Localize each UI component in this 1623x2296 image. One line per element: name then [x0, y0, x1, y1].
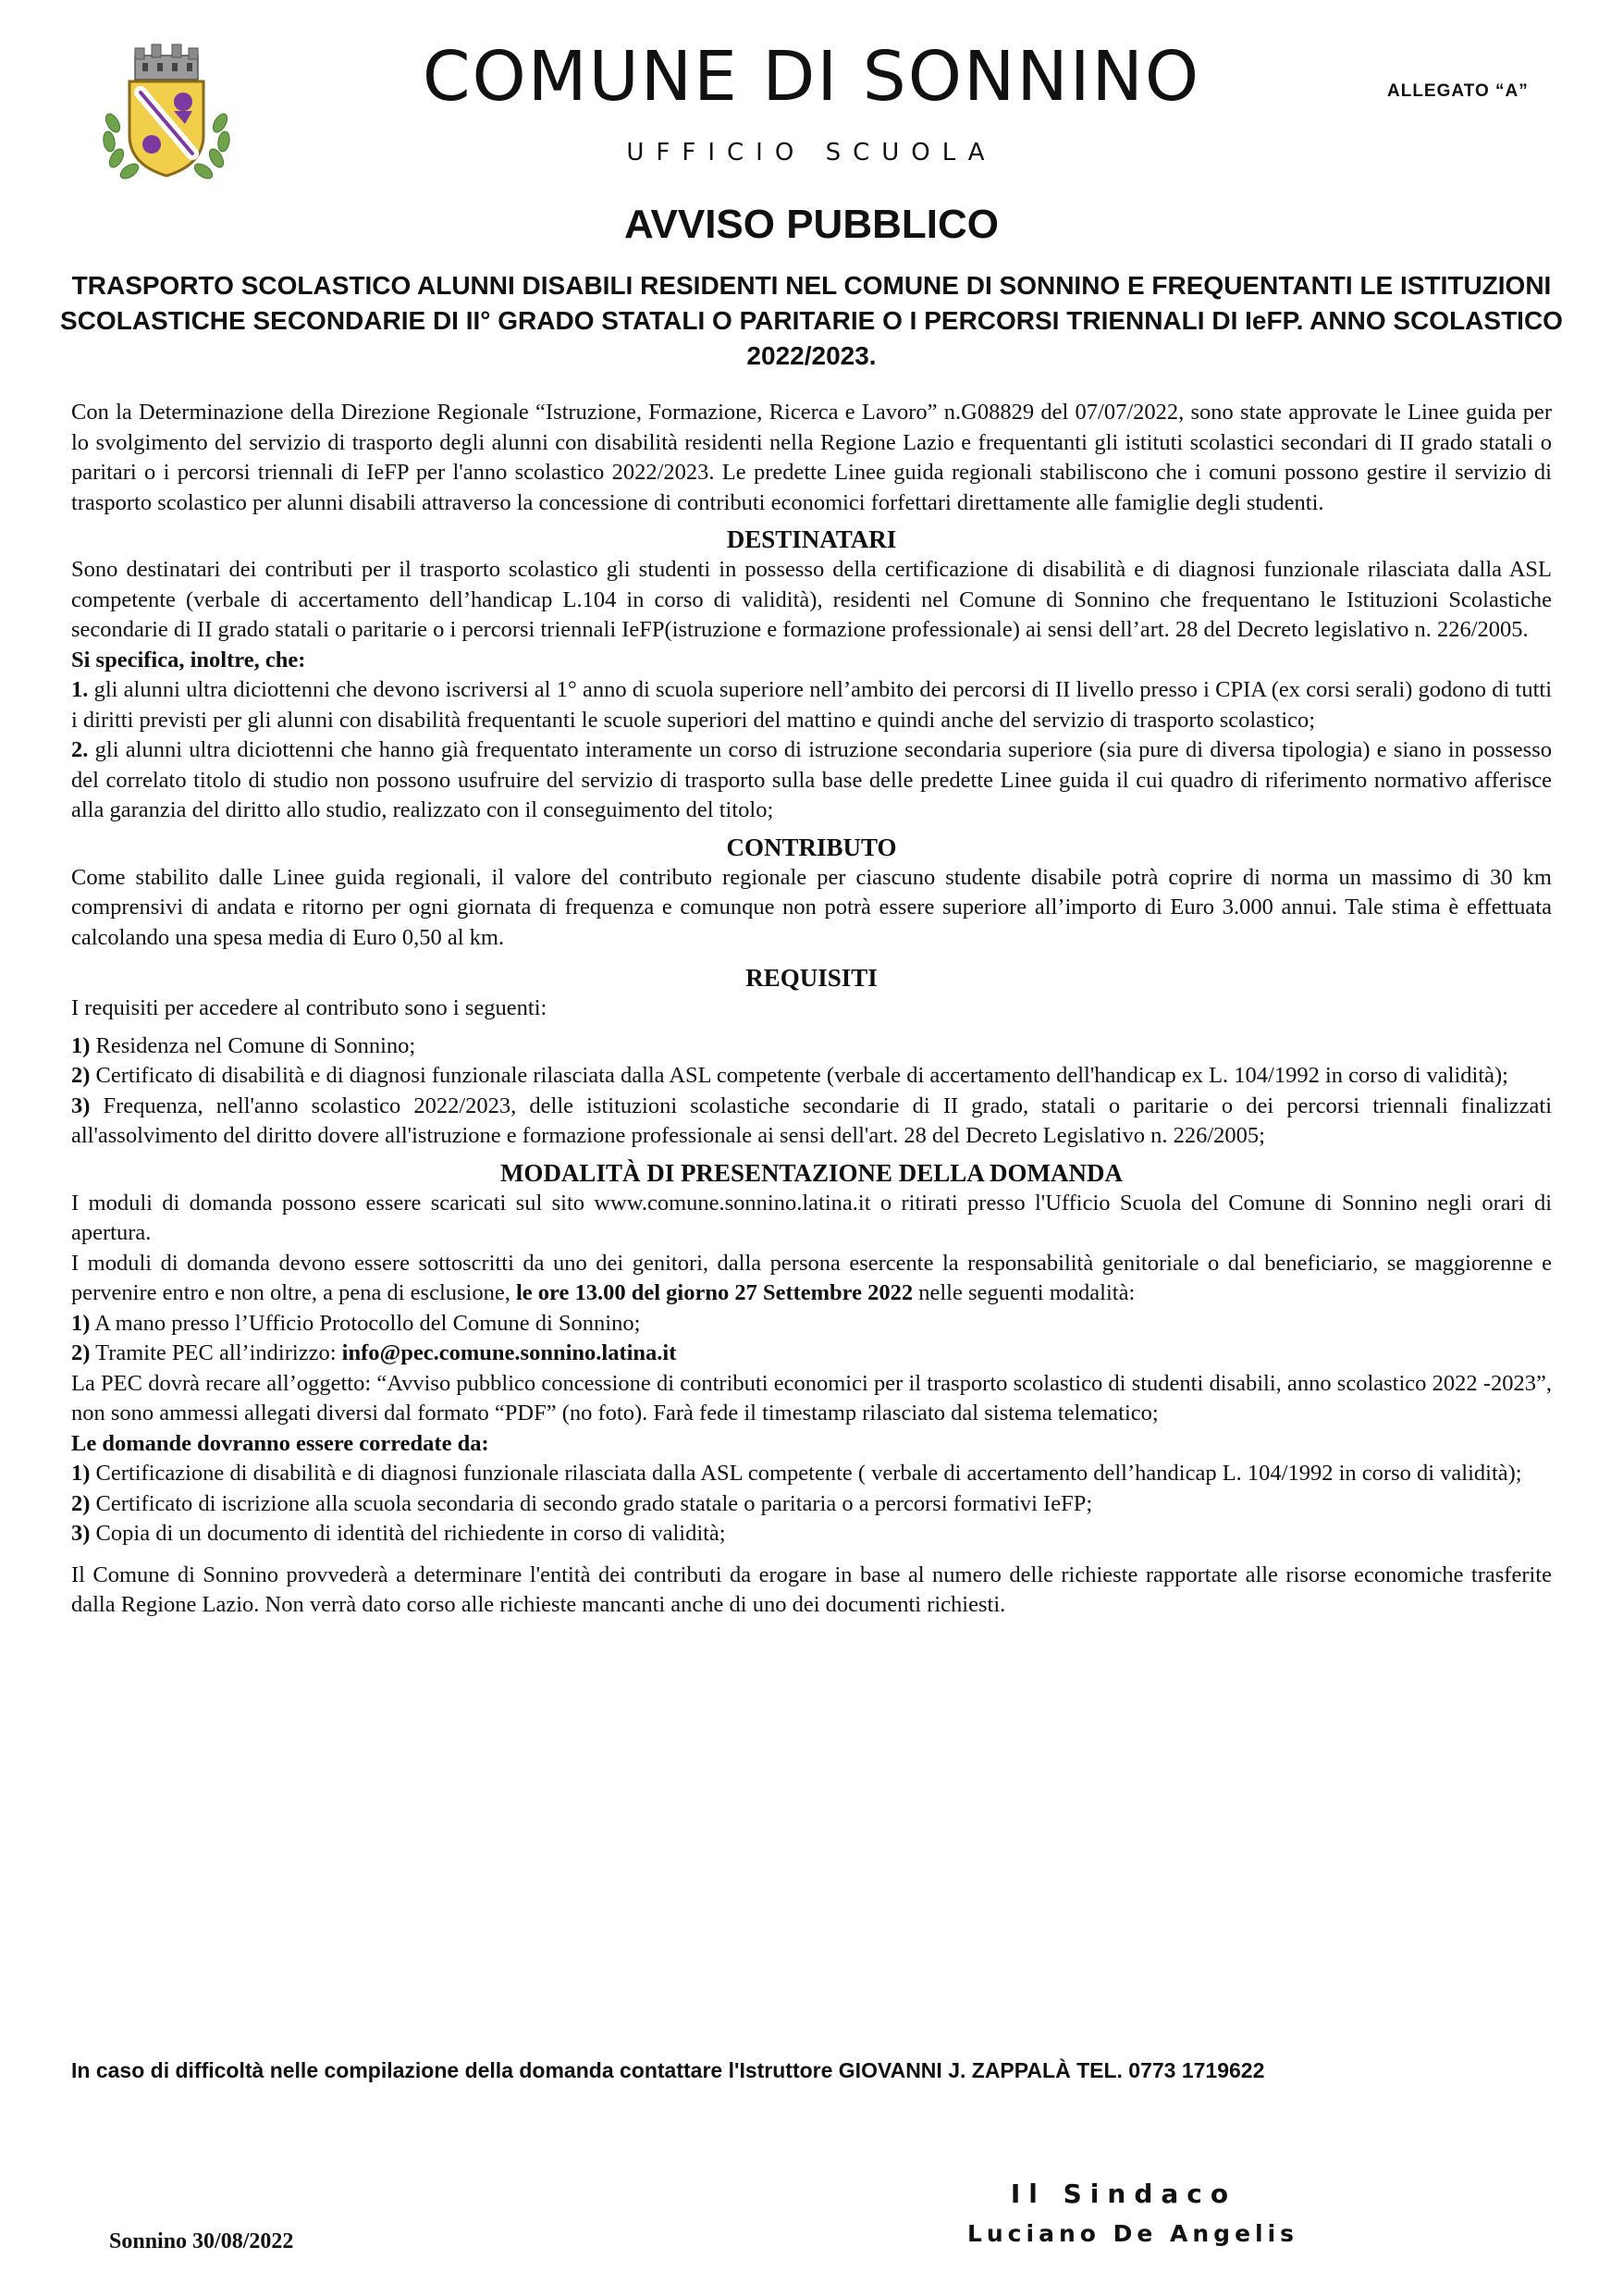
- requisiti-intro: I requisiti per accedere al contributo sono i seguenti:: [71, 995, 547, 1020]
- way-item-2: [71, 1339, 1552, 1369]
- item-text: Copia di un documento di identità del richiedente in corso di validità;: [90, 1521, 726, 1546]
- item-number: 1): [71, 1310, 91, 1336]
- item-text: gli alunni ultra diciottenni che devono iscriversi al 1° anno di scuola superiore nell’ambito dei percorsi di II livello presso i CPIA (ex corsi serali) godono di tutti i diritti previsti per gli alunni con disabilità frequentanti le scuole superiori del mattino e quindi anche del servizio di trasporto scolastico;: [71, 677, 1552, 733]
- item-number: 1): [71, 1461, 91, 1486]
- item-number: 2.: [71, 737, 89, 762]
- allegato-label: ALLEGATO “A”: [1387, 81, 1529, 101]
- requisito-item-3: [71, 1092, 1552, 1152]
- item-number: 3): [71, 1092, 91, 1118]
- item-text: Certificato di iscrizione alla scuola secondaria di secondo grado statale o paritaria o a percorsi formativi IeFP;: [90, 1490, 1093, 1516]
- destinatari-item-1: [71, 675, 1552, 735]
- pec-paragraph: La PEC dovrà recare all’oggetto: “Avviso pubblico concessione di contributi economici per il trasporto scolastico di studenti disabili, anno scolastico 2022 -2023”, non sono ammessi allegati diversi dal formato “PDF” (no foto). Farà fede il timestamp rilasciato dal sistema telematico;: [71, 1370, 1552, 1426]
- item-text: Residenza nel Comune di Sonnino;: [90, 1032, 416, 1058]
- section-heading-contributo: CONTRIBUTO: [726, 833, 897, 861]
- closing-paragraph: Il Comune di Sonnino provvederà a determinare l'entità dei contributi da erogare in base al numero delle richieste rapportate alle risorse economiche trasferite dalla Regione Lazio. Non verrà dato corso alle richieste mancanti anche di uno dei documenti richiesti.: [71, 1562, 1552, 1617]
- signatory-name: Luciano De Angelis: [966, 2220, 1299, 2247]
- notice-title: AVVISO PUBBLICO: [623, 202, 999, 247]
- contact-line: In caso di difficoltà nelle compilazione della domanda contattare l'Istruttore GIOVANNI J. ZAPPALÀ TEL. 0773 1719622: [71, 2058, 1265, 2082]
- requisito-item-1: [71, 1031, 1552, 1062]
- item-number: 2): [71, 1340, 91, 1365]
- item-number: 1.: [71, 677, 89, 702]
- item-number: 1): [71, 1032, 91, 1058]
- notice-body: [71, 398, 1552, 1621]
- item-text: Frequenza, nell'anno scolastico 2022/2023, delle istituzioni scolastiche secondarie di II grado, statali o paritarie o dei percorsi triennali finalizzati all'assolvimento del diritto dovere all'istruzione e formazione professionale ai sensi dell'art. 28 del Decreto Legislativo n. 226/2005;: [71, 1092, 1552, 1148]
- destinatari-paragraph: Sono destinatari dei contributi per il trasporto scolastico gli studenti in possesso della certificazione di disabilità e di diagnosi funzionale rilasciata dalla ASL competente (verbale di accertamento dell’handicap L.104 in corso di validità), residenti nel Comune di Sonnino che frequentano le Istituzioni Scolastiche secondarie di II grado statali o paritarie o i percorsi triennali IeFP(istruzione e formazione professionale) ai sensi dell’art. 28 del Decreto legislativo n. 226/2005.: [71, 557, 1552, 642]
- doc-item-2: [71, 1489, 1552, 1520]
- item-text: A mano presso l’Ufficio Protocollo del Comune di Sonnino;: [90, 1310, 641, 1336]
- pec-address: info@pec.comune.sonnino.latina.it: [341, 1340, 677, 1365]
- office-name: UFFICIO SCUOLA: [626, 139, 997, 167]
- item-number: 3): [71, 1521, 91, 1546]
- section-heading-requisiti: REQUISITI: [745, 964, 878, 992]
- item-text: Certificazione di disabilità e di diagnosi funzionale rilasciata dalla ASL competente ( verbale di accertamento dell’handicap L. 104/1992 in corso di validità);: [90, 1461, 1522, 1486]
- way-item-1: [71, 1309, 1552, 1339]
- modalita-text: I moduli di domanda devono essere sottoscritti da uno dei genitori, dalla persona esercente la responsabilità genitoriale o dal beneficiario, se maggiorenne e pervenire entro e non oltre, a pena di esclusione,: [71, 1250, 1552, 1305]
- requisito-item-2: [71, 1061, 1552, 1092]
- signatory-title: Il Sindaco: [1010, 2179, 1237, 2209]
- item-number: 2): [71, 1490, 91, 1516]
- doc-item-1: [71, 1459, 1552, 1489]
- doc-item-3: [71, 1519, 1552, 1549]
- item-text: Certificato di disabilità e di diagnosi funzionale rilasciata dalla ASL competente (verbale di accertamento dell'handicap ex L. 104/1992 in corso di validità);: [90, 1063, 1508, 1088]
- corredate-heading: Le domande dovranno essere corredate da:: [71, 1430, 489, 1456]
- page-title: COMUNE DI SONNINO: [422, 37, 1201, 117]
- modalita-paragraph-2: [71, 1249, 1552, 1309]
- modalita-text-tail: nelle seguenti modalità:: [913, 1280, 1136, 1305]
- modalita-paragraph-1: I moduli di domanda possono essere scaricati sul sito www.comune.sonnino.latina.it o ritirati presso l'Ufficio Scuola del Comune di Sonnino negli orari di apertura.: [71, 1190, 1552, 1245]
- section-heading-modalita: MODALITÀ DI PRESENTAZIONE DELLA DOMANDA: [499, 1158, 1124, 1187]
- intro-paragraph: Con la Determinazione della Direzione Regionale “Istruzione, Formazione, Ricerca e Lavoro” n.G08829 del 07/07/2022, sono state approvate le Linee guida per lo svolgimento del servizio di trasporto degli alunni con disabilità residenti nella Regione Lazio e frequentanti gli istituti scolastici secondari di II grado statali o paritari o i percorsi triennali di IeFP per l'anno scolastico 2022/2023. Le predette Linee guida regionali stabiliscono che i comuni possono gestire il servizio di trasporto scolastico per alunni disabili attraverso la concessione di contributi economici forfettari direttamente alle famiglie degli studenti.: [71, 400, 1552, 515]
- section-heading-destinatari: DESTINATARI: [726, 525, 897, 553]
- item-text: Tramite PEC all’indirizzo:: [90, 1340, 342, 1365]
- specifica-heading: Si specifica, inoltre, che:: [71, 647, 306, 673]
- item-number: 2): [71, 1063, 91, 1088]
- contributo-paragraph: Come stabilito dalle Linee guida regionali, il valore del contributo regionale per ciascuno studente disabile potrà coprire di norma un massimo di 30 km comprensivi di andata e ritorno per ogni giornata di frequenza e comunque non potrà essere superiore all’importo di Euro 3.000 annui. Tale stima è effettuata calcolando una spesa media di Euro 0,50 al km.: [71, 864, 1552, 950]
- destinatari-item-2: [71, 735, 1552, 826]
- item-text: gli alunni ultra diciottenni che hanno già frequentato interamente un corso di istruzione secondaria superiore (sia pure di diversa tipologia) e siano in possesso del correlato titolo di studio non possono usufruire del servizio di trasporto sulla base delle predette Linee guida il cui quadro di riferimento normativo afferisce alla garanzia del diritto allo studio, realizzato con il conseguimento del titolo;: [71, 737, 1552, 822]
- deadline: le ore 13.00 del giorno 27 Settembre 2022: [515, 1280, 914, 1305]
- document-date: Sonnino 30/08/2022: [109, 2229, 294, 2253]
- notice-subtitle: TRASPORTO SCOLASTICO ALUNNI DISABILI RESIDENTI NEL COMUNE DI SONNINO E FREQUENTANTI LE ISTITUZIONI SCOLASTICHE SECONDARIE DI II° GRADO STATALI O PARITARIE O I PERCORSI TRIENNALI DI IeFP. ANNO SCOLASTICO 2022/2023.: [60, 271, 1563, 370]
